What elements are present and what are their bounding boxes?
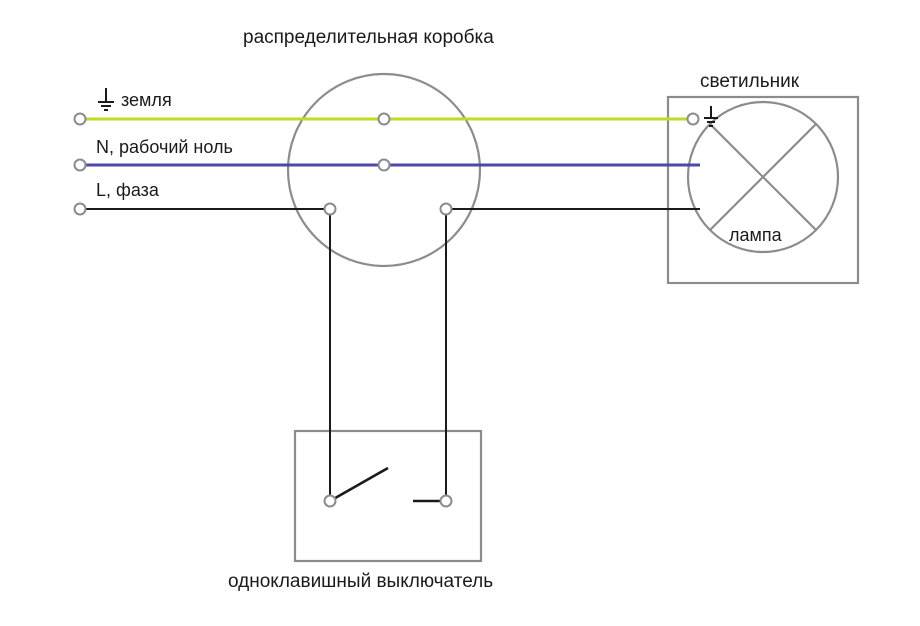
terminal-earth-source: [75, 114, 86, 125]
terminal-box-switch-left: [325, 204, 336, 215]
neutral-wire-label: N, рабочий ноль: [96, 137, 233, 157]
earth-ground-icon-right: [704, 106, 718, 126]
switch-label: одноклавишный выключатель: [228, 571, 494, 592]
switch-enclosure: [295, 431, 481, 561]
terminal-lamp-earth: [688, 114, 699, 125]
switch-contact-blade: [330, 468, 446, 501]
switch-loop-wires: [330, 209, 446, 501]
luminaire-label: светильник: [700, 71, 800, 92]
terminal-box-neutral: [379, 160, 390, 171]
junction-box-label: распределительная коробка: [243, 27, 494, 48]
terminal-box-switch-right: [441, 204, 452, 215]
terminal-switch-left: [325, 496, 336, 507]
earth-ground-icon-left: [98, 88, 114, 110]
earth-wire-label: земля: [121, 90, 172, 110]
terminal-phase-source: [75, 204, 86, 215]
luminaire-enclosure: [668, 97, 858, 283]
terminal-box-earth: [379, 114, 390, 125]
phase-wire-label: L, фаза: [96, 180, 159, 200]
terminal-neutral-source: [75, 160, 86, 171]
lamp-label: лампа: [729, 225, 782, 245]
terminal-switch-right: [441, 496, 452, 507]
